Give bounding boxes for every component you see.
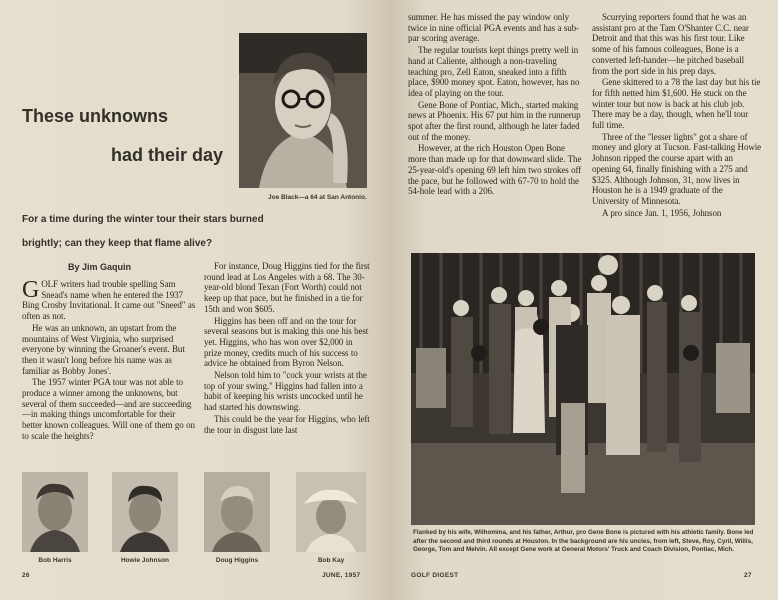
mugshot-label: Doug Higgins xyxy=(215,557,259,564)
drop-cap: G xyxy=(22,277,40,303)
photo-caption: Joe Black—a 64 at San Antonio. xyxy=(268,194,367,201)
paragraph: The regular tourists kept things pretty well in hand at Caliente, although a non-traveling teaching pro, Zell Eaton, sneaked into a fifth place, $900 money spot. Eaton, however, has no idea of playing on the tour. xyxy=(408,45,580,98)
paragraph: For instance, Doug Higgins tied for the first round lead at Los Angeles with a 68. The 30-year-old blond Texan (Fort Worth) could not keep up that pace, but he finished in a tie for 15th and won $605. xyxy=(204,261,370,314)
mugshot-label: Bob Kay xyxy=(317,557,345,564)
page-number-right: 27 xyxy=(744,572,752,579)
paragraph: This could be the year for Higgins, who left the tour in disgust late last xyxy=(204,413,370,435)
paragraph: Scurrying reporters found that he was an assistant pro at the Tam O'Shanter C.C. near Detroit and that this was his first tour. Like some of his famous colleagues, Bone is a converted left-hander—he pitched baseball from the port side in his prep days. xyxy=(592,12,749,76)
folio-date: JUNE, 1957 xyxy=(322,572,361,579)
article-column-4 xyxy=(592,12,762,219)
deck-subtitle: For a time during the winter tour their stars burned brightly; can they keep that flame alive? xyxy=(22,214,264,249)
page-number-left: 26 xyxy=(22,572,30,579)
paragraph: A pro since Jan. 1, 1956, Johnson xyxy=(602,207,722,218)
paragraph: Three of the "lesser lights" got a share of money and glory at Tucson. Fast-talking Howie Johnson ripped the course apart with an opening 64, finally finishing with a 275 and $325. Although Johnson, 31, now lives in Houston he is a 1949 graduate of the University of Minnesota. xyxy=(592,131,762,206)
joe-black-photo xyxy=(239,33,367,188)
mugshot-label: Howie Johnson xyxy=(120,557,170,564)
byline: By Jim Gaquin xyxy=(68,262,132,272)
paragraph: However, at the rich Houston Open Bone more than made up for that downward slide. The 25-year-old's opening 69 left him two strokes off the pace, but he followed with 67-70 to hold the 54-hole lead with a 206. xyxy=(408,143,582,197)
right-page xyxy=(389,0,778,600)
headline-line-1: These unknowns xyxy=(22,106,169,126)
bob-kay-photo xyxy=(296,472,366,552)
group-photo-caption: Flanked by his wife, Wilhomina, and his father, Arthur, pro Gene Bone is pictured with his athletic family. Bone led after the second and third rounds at Houston. In the background are his uncles, from left, Steve, Roy, Cyril, Willis, George, Tom and Melvin. All except Gene work at General Motors' Truck and Coach Division, Pontiac, Mich. xyxy=(413,529,754,553)
folio-magazine: GOLF DIGEST xyxy=(411,572,459,579)
article-column-2 xyxy=(204,261,370,436)
article-column-3 xyxy=(408,12,584,198)
headline-line-2: had their day xyxy=(111,145,224,165)
bob-harris-photo xyxy=(22,472,88,552)
paragraph: summer. He has missed the pay window only twice in nine official PGA events and has a sub-par scoring average. xyxy=(408,12,579,44)
article-column-1 xyxy=(22,279,197,443)
paragraph: GOLF writers had trouble spelling Sam Snead's name when he entered the 1937 Bing Crosby Invitational. It came out "Sneed" as often as not. xyxy=(22,277,196,322)
mugshot-label: Bob Harris xyxy=(38,557,72,564)
paragraph: Gene Bone of Pontiac, Mich., started making news at Phoenix. His 67 put him in the runnerup spot after the first round, although he later faded out of the money. xyxy=(408,99,581,142)
paragraph: Gene skittered to a 78 the last day but his tie for fifth netted him $1,600. He stuck on the winter tour but now is back at his club job. There may be a day, though, when he'll tour full time. xyxy=(592,77,761,131)
bone-family-photo xyxy=(411,253,755,525)
howie-johnson-photo xyxy=(112,472,178,552)
paragraph: Nelson told him to "cock your wrists at the top of your swing." Higgins had fallen into a habit of keeping his wrists uncocked until he had started his downswing. xyxy=(204,370,367,413)
paragraph: He was an unknown, an upstart from the mountains of West Virginia, who surprised everyone by winning the Groaner's event. But then it wasn't long before his name was as familiar as Bobby Jones'. xyxy=(22,322,185,376)
doug-higgins-photo xyxy=(204,472,270,552)
paragraph: Higgins has been off and on the tour for several seasons but is making this one his best yet. Higgins, who has won over $2,000 in prize money, credits much of his success to advice he obtained from Byron Nelson. xyxy=(204,315,369,369)
paragraph: The 1957 winter PGA tour was not able to produce a winner among the unknowns, but several of them succeeded—and are succeeding—in making things uncomfortable for their better known colleagues. Will one of them go on to scale the heights? xyxy=(22,377,195,441)
